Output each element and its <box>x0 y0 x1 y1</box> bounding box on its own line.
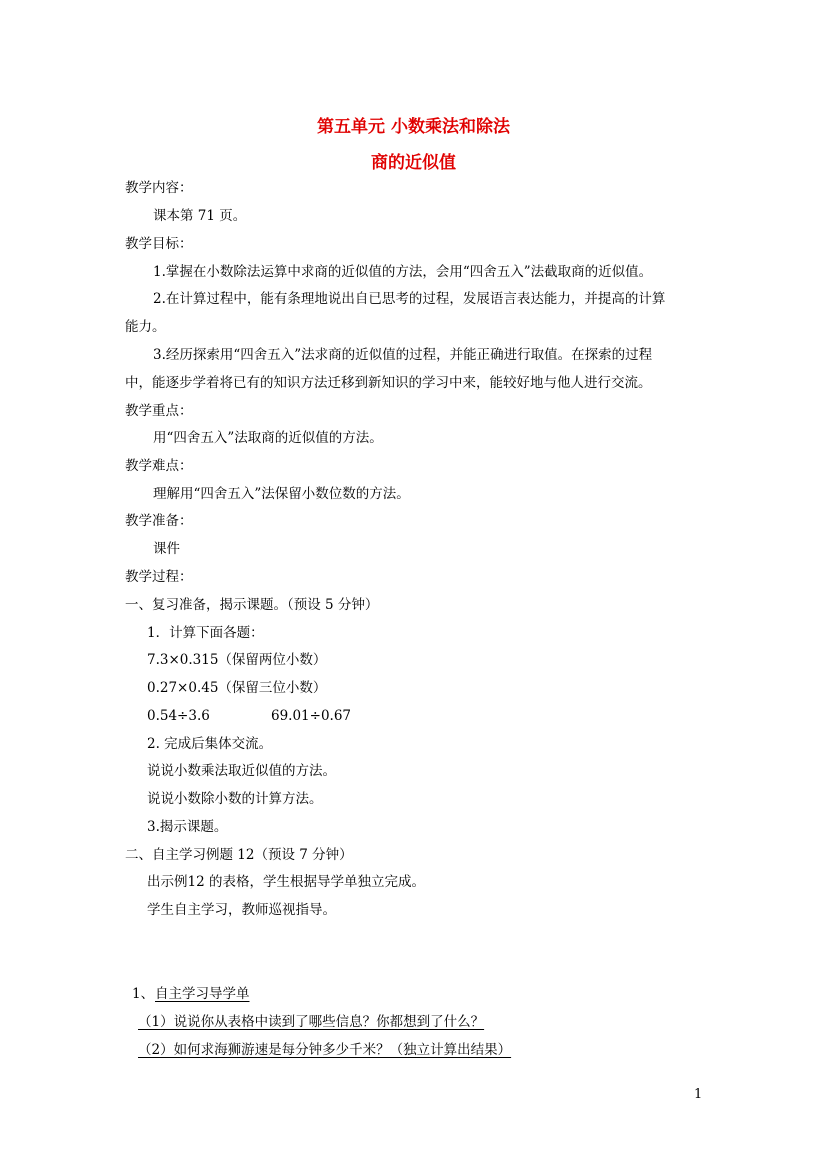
text-line: 出示例12 的表格，学生根据导学单独立完成。 <box>147 874 425 890</box>
text-line: 2. 完成后集体交流。 <box>147 736 273 752</box>
section-heading-key-points: 教学重点： <box>125 403 193 419</box>
text-line: 2.在计算过程中，能有条理地说出自已思考的过程，发展语言表达能力，并提高的计算 <box>153 291 666 307</box>
text-line: 理解用“四舍五入”法保留小数位数的方法。 <box>153 486 410 502</box>
question-line: （2）如何求海狮游速是每分钟多少千米？（独立计算出结果） <box>138 1042 512 1058</box>
text-line: 7.3×0.315（保留两位小数） <box>147 652 327 668</box>
text-line: 中，能逐步学着将已有的知识方法迁移到新知识的学习中来，能较好地与他人进行交流。 <box>125 375 652 391</box>
text-line: 0.27×0.45（保留三位小数） <box>147 680 327 696</box>
text-line: 学生自主学习，教师巡视指导。 <box>147 902 336 918</box>
worksheet-heading: 自主学习导学单 <box>155 986 250 1002</box>
text-line: 课件 <box>153 541 180 557</box>
page-number: 1 <box>694 1087 703 1102</box>
text-line: 能力。 <box>125 319 166 335</box>
question-line: （1）说说你从表格中读到了哪些信息？你都想到了什么？ <box>138 1014 485 1030</box>
section-heading-process: 教学过程： <box>125 569 193 585</box>
text-line: 3.经历探索用“四舍五入”法求商的近似值的过程，并能正确进行取值。在探索的过程 <box>153 347 653 363</box>
text-line: 说说小数除小数的计算方法。 <box>147 791 323 807</box>
section-heading-preparation: 教学准备： <box>125 513 193 529</box>
section-heading-content: 教学内容： <box>125 180 193 196</box>
text-line: 0.54÷3.6 <box>147 708 210 724</box>
text-line: 说说小数乘法取近似值的方法。 <box>147 763 336 779</box>
section-heading-difficulties: 教学难点： <box>125 458 193 474</box>
text-line: 1.掌握在小数除法运算中求商的近似值的方法，会用“四舍五入”法截取商的近似值。 <box>153 264 653 280</box>
section-heading-goals: 教学目标： <box>125 236 193 252</box>
text-line: 一、复习准备，揭示课题。（预设 5 分钟） <box>125 597 379 613</box>
text-line: 69.01÷0.67 <box>271 708 352 724</box>
text-line: 课本第 71 页。 <box>153 208 247 224</box>
lesson-title: 商的近似值 <box>371 153 456 173</box>
text-line: 1．计算下面各题： <box>147 625 264 641</box>
list-number: 1、 <box>132 986 155 1002</box>
text-line: 二、自主学习例题 12（预设 7 分钟） <box>125 847 353 863</box>
text-line: 3.揭示课题。 <box>147 819 228 835</box>
unit-title: 第五单元 小数乘法和除法 <box>317 117 510 137</box>
text-line: 用“四舍五入”法取商的近似值的方法。 <box>153 430 383 446</box>
